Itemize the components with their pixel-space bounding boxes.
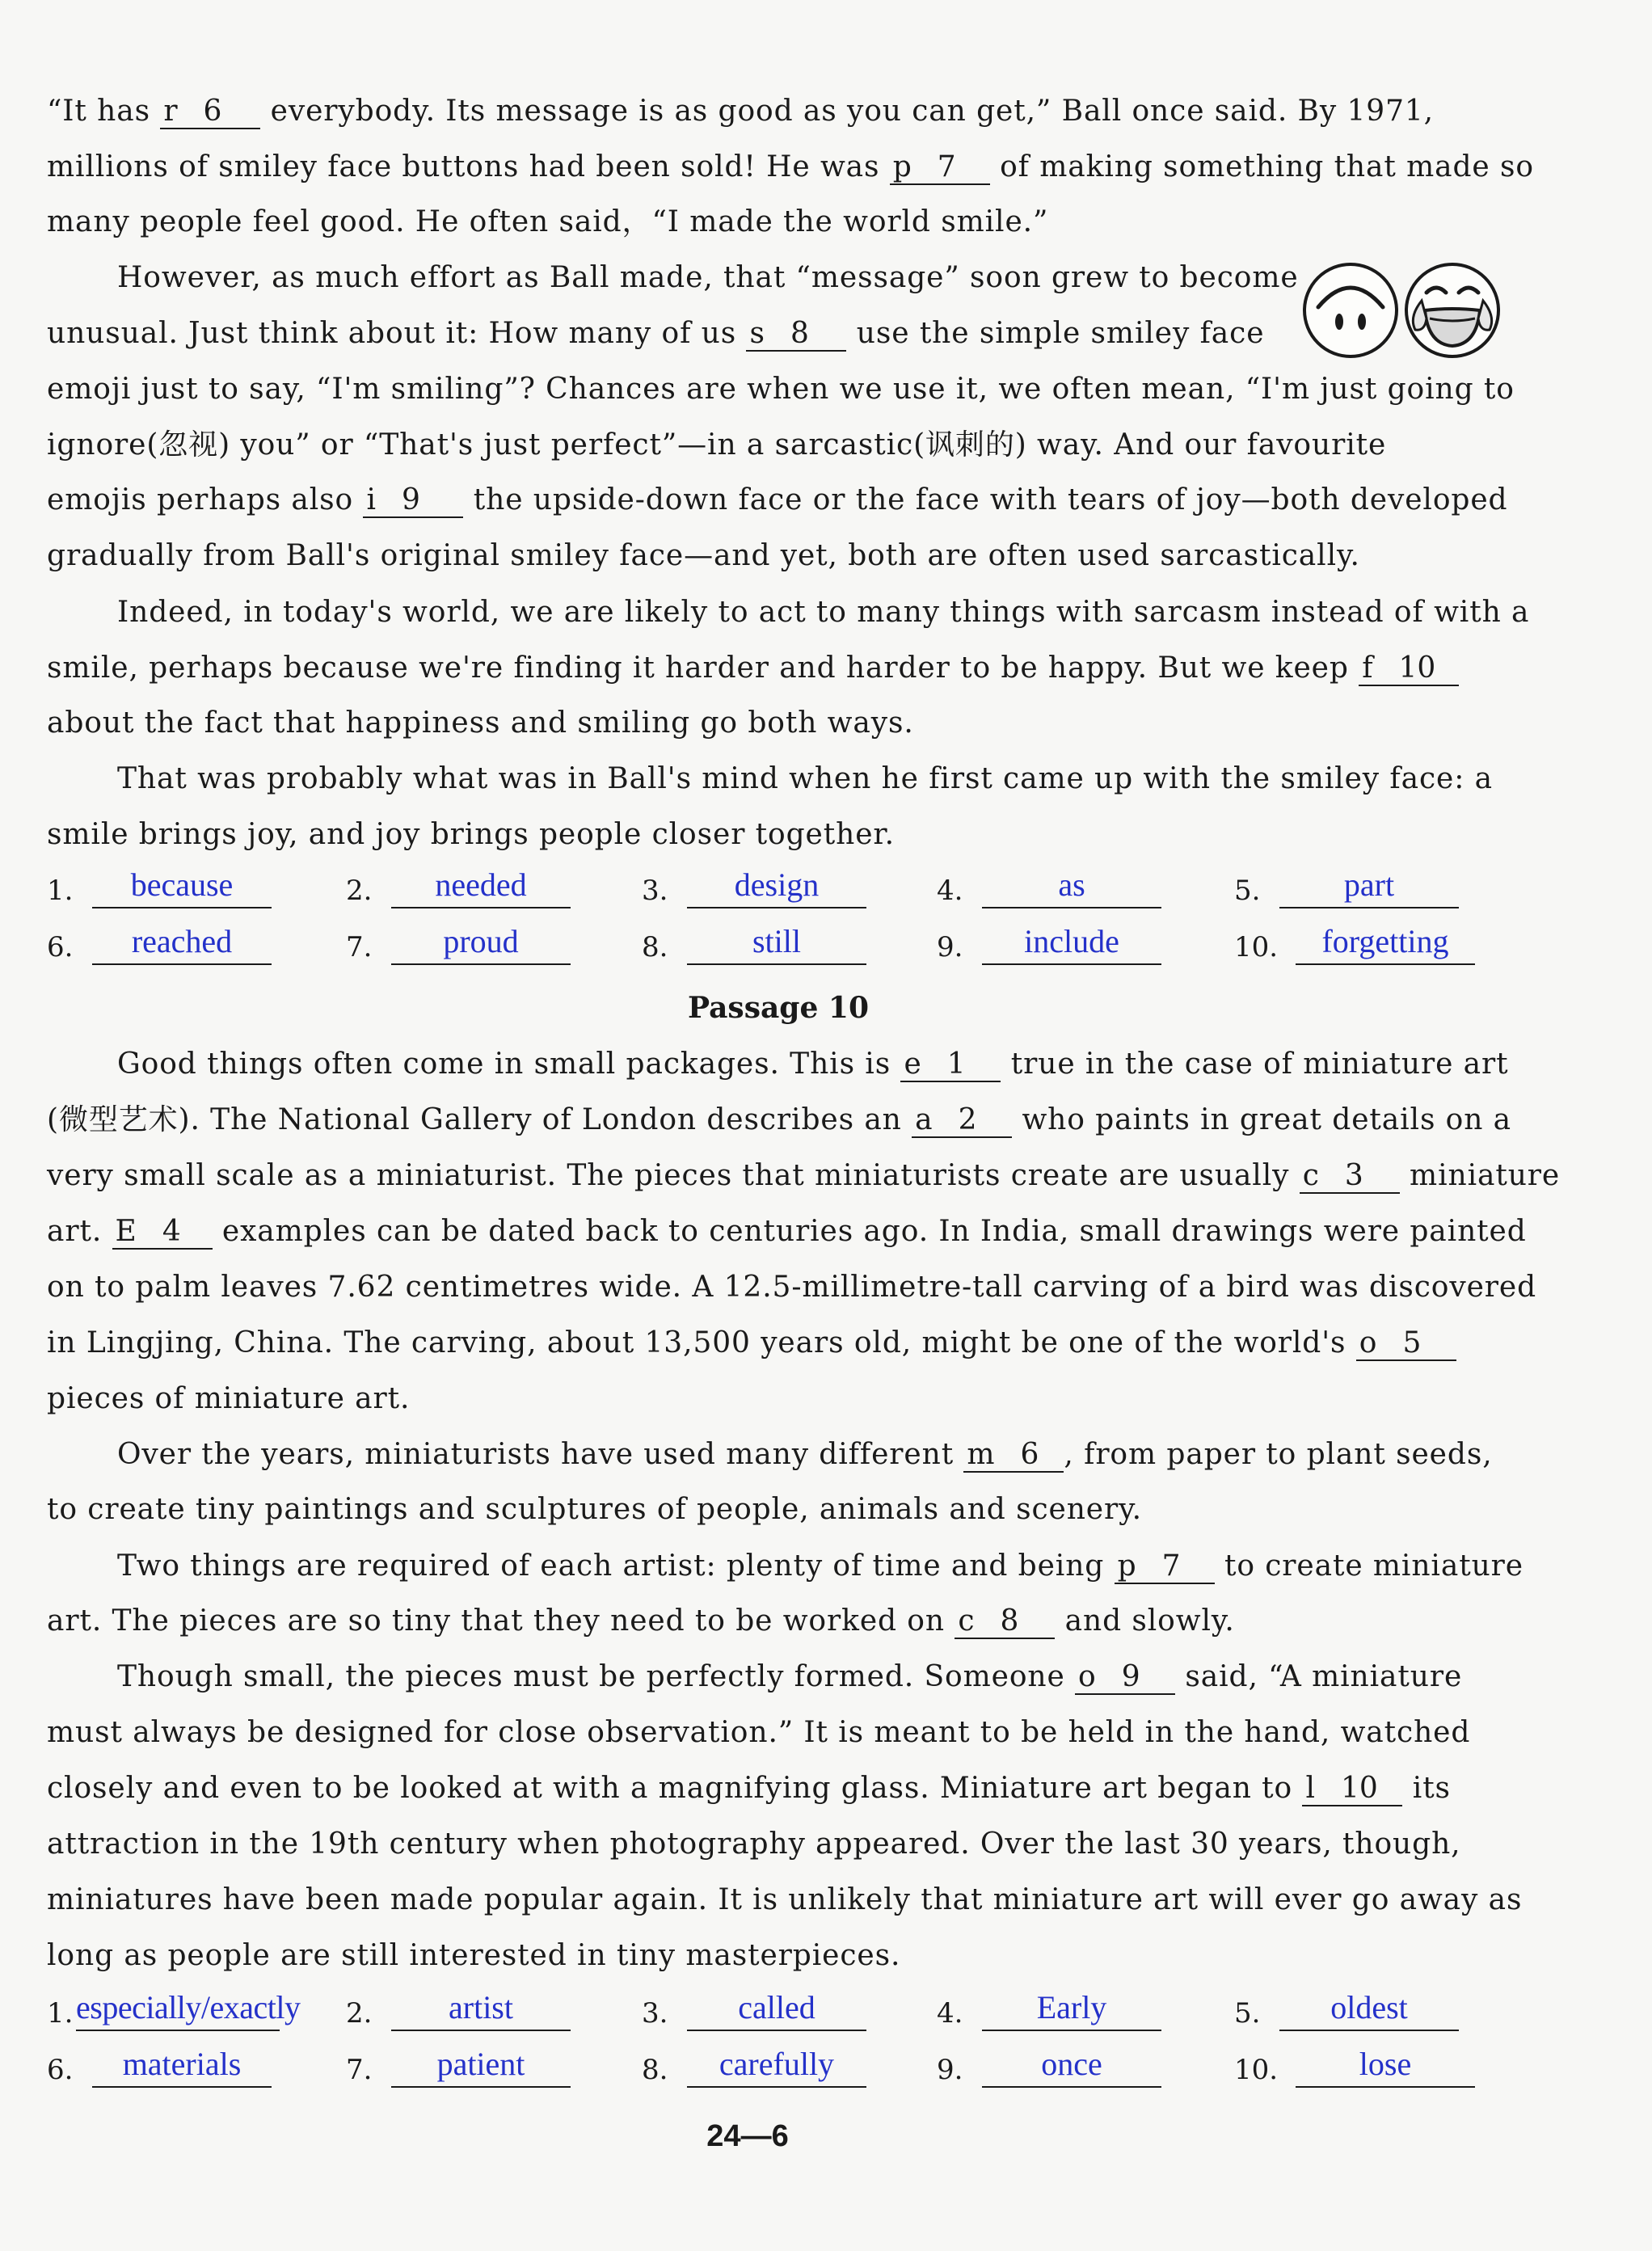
text-line (47, 1604, 1510, 1639)
fill-in-blank (363, 484, 463, 518)
answer-number: 7. (346, 2054, 373, 2086)
text-segment: Though small, the pieces must be perfectly formed. Someone (117, 1660, 1076, 1693)
text-line (47, 204, 1510, 240)
answer-word: materials (92, 2042, 272, 2088)
text-segment: smile, perhaps because we're finding it harder and harder to be happy. But we keep (47, 651, 1359, 685)
fill-in-blank (900, 1048, 1001, 1082)
text-line (47, 316, 1510, 352)
answer-number: 4. (937, 1997, 963, 2030)
blank-number: 1 (946, 1048, 966, 1081)
answer-item (47, 863, 289, 912)
blank-initial-letter: m (967, 1438, 995, 1471)
text-segment: Over the years, miniaturists have used many different (117, 1438, 964, 1471)
answer-word: lose (1296, 2042, 1475, 2088)
answer-word: patient (391, 2042, 571, 2088)
answer-number: 6. (47, 931, 74, 963)
text-segment: on to palm leaves 7.62 centimetres wide. A 12.5-millimetre-tall carving of a bird was discovered (47, 1271, 1537, 1304)
text-segment: in Lingjing, China. The carving, about 13,500 years old, might be one of the world's (47, 1326, 1356, 1359)
passage-10-title: Passage 10 (688, 991, 869, 1025)
answer-word: because (92, 863, 272, 908)
answer-item (346, 920, 588, 968)
answer-item (47, 920, 289, 968)
blank-initial-letter: p (1117, 1549, 1136, 1583)
text-segment: everybody. Its message is as good as you can get,” Ball once said. By 1971, (260, 95, 1435, 128)
blank-initial-letter: l (1305, 1772, 1315, 1805)
answer-item (47, 1986, 301, 2034)
text-segment: and slowly. (1055, 1604, 1235, 1638)
fill-in-blank (963, 1439, 1064, 1473)
answer-word: still (687, 920, 866, 965)
text-line (117, 761, 1510, 797)
answer-item (642, 2042, 884, 2091)
text-line (47, 651, 1510, 686)
answer-number: 5. (1234, 875, 1261, 907)
text-line (117, 595, 1530, 630)
blank-initial-letter: f (1362, 651, 1373, 685)
fill-in-blank (1359, 652, 1459, 686)
text-line (47, 538, 1510, 574)
text-line (47, 1938, 1510, 1974)
answer-item (937, 863, 1179, 912)
answer-item (642, 920, 884, 968)
answer-word: as (982, 863, 1161, 908)
page-number: 24—6 (706, 2119, 789, 2153)
text-line (47, 483, 1510, 518)
text-line (47, 1492, 1510, 1528)
text-line (47, 94, 1510, 129)
blank-initial-letter: i (366, 483, 376, 516)
text-segment: miniatures have been made popular again. It is unlikely that miniature art will ever go away as (47, 1883, 1523, 1916)
answer-word: carefully (687, 2042, 866, 2088)
text-line (47, 1158, 1561, 1194)
answer-word: especially/exactly (76, 1986, 280, 2031)
answer-word: design (687, 863, 866, 908)
text-line (117, 1437, 1510, 1473)
answer-number: 6. (47, 2054, 74, 2086)
text-segment: Two things are required of each artist: plenty of time and being (117, 1549, 1115, 1583)
answer-number: 7. (346, 931, 373, 963)
text-line (117, 1047, 1510, 1082)
text-line (47, 1771, 1510, 1806)
text-segment: long as people are still interested in tiny masterpieces. (47, 1939, 901, 1972)
text-line (47, 1102, 1510, 1138)
fill-in-blank (1356, 1327, 1456, 1361)
blank-number: 9 (401, 483, 420, 516)
blank-initial-letter: r (163, 95, 178, 128)
blank-number: 10 (1398, 651, 1436, 685)
blank-number: 7 (1161, 1549, 1181, 1583)
answer-number: 9. (937, 931, 963, 963)
text-segment: miniature (1399, 1159, 1561, 1192)
answer-number: 1. (47, 1997, 74, 2030)
answer-item (642, 863, 884, 912)
blank-number: 3 (1344, 1159, 1363, 1192)
fill-in-blank (160, 95, 260, 129)
text-line (47, 428, 1510, 463)
answer-word: part (1279, 863, 1459, 908)
text-segment: very small scale as a miniaturist. The pieces that miniaturists create are usually (47, 1159, 1300, 1192)
text-segment: examples can be dated back to centuries ago. In India, small drawings were painted (212, 1215, 1527, 1248)
answer-number: 5. (1234, 1997, 1261, 2030)
text-segment: However, as much effort as Ball made, that “message” soon grew to become (117, 261, 1299, 294)
answer-item (47, 2042, 289, 2091)
text-segment: emoji just to say, “I'm smiling”? Chances are when we use it, we often mean, “I'm just going to (47, 373, 1515, 406)
text-segment: closely and even to be looked at with a magnifying glass. Miniature art began to (47, 1772, 1303, 1805)
text-line (47, 1882, 1523, 1918)
blank-number: 4 (162, 1215, 181, 1248)
answer-number: 8. (642, 931, 668, 963)
answer-item (1234, 2042, 1477, 2091)
answer-number: 8. (642, 2054, 668, 2086)
answer-number: 10. (1234, 931, 1279, 963)
text-line (47, 1326, 1510, 1361)
fill-in-blank (912, 1104, 1012, 1138)
blank-number: 7 (937, 150, 956, 183)
text-line (117, 1659, 1510, 1695)
text-line (47, 817, 1510, 853)
fill-in-blank (1075, 1661, 1175, 1695)
text-segment: about the fact that happiness and smiling go both ways. (47, 706, 914, 740)
fill-in-blank (890, 151, 990, 185)
answer-word: forgetting (1296, 920, 1475, 965)
text-segment: art. (47, 1215, 112, 1248)
answer-word: called (687, 1986, 866, 2031)
text-line (117, 1549, 1523, 1584)
blank-initial-letter: c (1302, 1159, 1319, 1192)
answer-word: oldest (1279, 1986, 1459, 2031)
blank-number: 10 (1340, 1772, 1378, 1805)
blank-initial-letter: e (904, 1048, 921, 1081)
answer-item (1234, 920, 1477, 968)
blank-initial-letter: o (1078, 1660, 1096, 1693)
blank-initial-letter: a (915, 1103, 933, 1136)
text-segment: art. The pieces are so tiny that they need to be worked on (47, 1604, 955, 1638)
text-segment: the upside-down face or the face with tears of joy—both developed (463, 483, 1508, 516)
answer-item (1234, 863, 1477, 912)
text-segment: attraction in the 19th century when photography appeared. Over the last 30 years, though, (47, 1827, 1461, 1861)
fill-in-blank (1302, 1773, 1402, 1806)
answer-number: 10. (1234, 2054, 1279, 2086)
text-segment: (微型艺术). The National Gallery of London describes an (47, 1103, 912, 1136)
answer-word: reached (92, 920, 272, 965)
text-line (47, 1827, 1510, 1862)
answer-word: needed (391, 863, 571, 908)
answer-word: Early (982, 1986, 1161, 2031)
answer-word: artist (391, 1986, 571, 2031)
answer-number: 1. (47, 875, 74, 907)
blank-number: 8 (790, 317, 809, 350)
blank-number: 9 (1121, 1660, 1140, 1693)
answer-item (1234, 1986, 1477, 2034)
fill-in-blank (112, 1216, 213, 1250)
text-line (47, 1270, 1537, 1305)
text-segment: said, “A miniature (1175, 1660, 1463, 1693)
blank-initial-letter: s (749, 317, 765, 350)
text-segment: to create tiny paintings and sculptures of people, animals and scenery. (47, 1493, 1142, 1526)
answer-item (642, 1986, 884, 2034)
text-segment: many people feel good. He often said，“I made the world smile.” (47, 205, 1049, 238)
text-segment: millions of smiley face buttons had been sold! He was (47, 150, 890, 183)
answer-word: once (982, 2042, 1161, 2088)
text-segment: That was probably what was in Ball's mind when he first came up with the smiley face: a (117, 762, 1493, 795)
text-segment: Good things often come in small packages. This is (117, 1048, 901, 1081)
text-segment: unusual. Just think about it: How many of us (47, 317, 747, 350)
answer-item (937, 2042, 1179, 2091)
answer-number: 9. (937, 2054, 963, 2086)
answer-number: 3. (642, 1997, 668, 2030)
text-segment: must always be designed for close observation.” It is meant to be held in the hand, watched (47, 1716, 1471, 1749)
blank-number: 2 (958, 1103, 977, 1136)
answer-item (937, 1986, 1179, 2034)
tears-of-joy-face-icon (1402, 260, 1502, 360)
text-segment: of making something that made so (989, 150, 1534, 183)
blank-number: 6 (1020, 1438, 1039, 1471)
text-line (47, 150, 1534, 185)
text-line (47, 1381, 1510, 1417)
text-line (47, 1715, 1510, 1751)
fill-in-blank (1300, 1160, 1400, 1194)
answer-item (937, 920, 1179, 968)
blank-initial-letter: p (892, 150, 912, 183)
blank-initial-letter: E (115, 1215, 137, 1248)
text-segment: “It has (47, 95, 161, 128)
text-segment: who paints in great details on a (1012, 1103, 1512, 1136)
answer-number: 2. (346, 1997, 373, 2030)
fill-in-blank (1115, 1550, 1215, 1584)
blank-number: 5 (1402, 1326, 1422, 1359)
answer-item (346, 863, 588, 912)
text-segment: ignore(忽视) you” or “That's just perfect”—in a sarcastic(讽刺的) way. And our favourite (47, 428, 1387, 462)
text-line (47, 706, 1510, 741)
answer-word: proud (391, 920, 571, 965)
text-segment: use the simple smiley face (846, 317, 1265, 350)
fill-in-blank (746, 318, 846, 352)
answer-word: include (982, 920, 1161, 965)
text-segment: to create miniature (1214, 1549, 1523, 1583)
text-segment: smile brings joy, and joy brings people closer together. (47, 818, 895, 851)
text-segment: emojis perhaps also (47, 483, 364, 516)
text-line (47, 372, 1515, 407)
blank-number: 8 (1000, 1604, 1019, 1638)
blank-number: 6 (203, 95, 222, 128)
text-segment: Indeed, in today's world, we are likely to act to many things with sarcasm instead of with a (117, 596, 1530, 629)
text-line (47, 1214, 1527, 1250)
text-segment: , from paper to plant seeds, (1064, 1438, 1493, 1471)
text-segment: pieces of miniature art. (47, 1382, 411, 1415)
text-segment: true in the case of miniature art (1001, 1048, 1509, 1081)
smiley-face-icon (1300, 260, 1401, 360)
answer-item (346, 2042, 588, 2091)
answer-number: 3. (642, 875, 668, 907)
text-segment: its (1402, 1772, 1451, 1805)
answer-item (346, 1986, 588, 2034)
fill-in-blank (955, 1605, 1055, 1639)
blank-initial-letter: c (958, 1604, 975, 1638)
answer-number: 2. (346, 875, 373, 907)
text-segment: gradually from Ball's original smiley face—and yet, both are often used sarcastically. (47, 539, 1360, 572)
answer-number: 4. (937, 875, 963, 907)
blank-initial-letter: o (1359, 1326, 1377, 1359)
